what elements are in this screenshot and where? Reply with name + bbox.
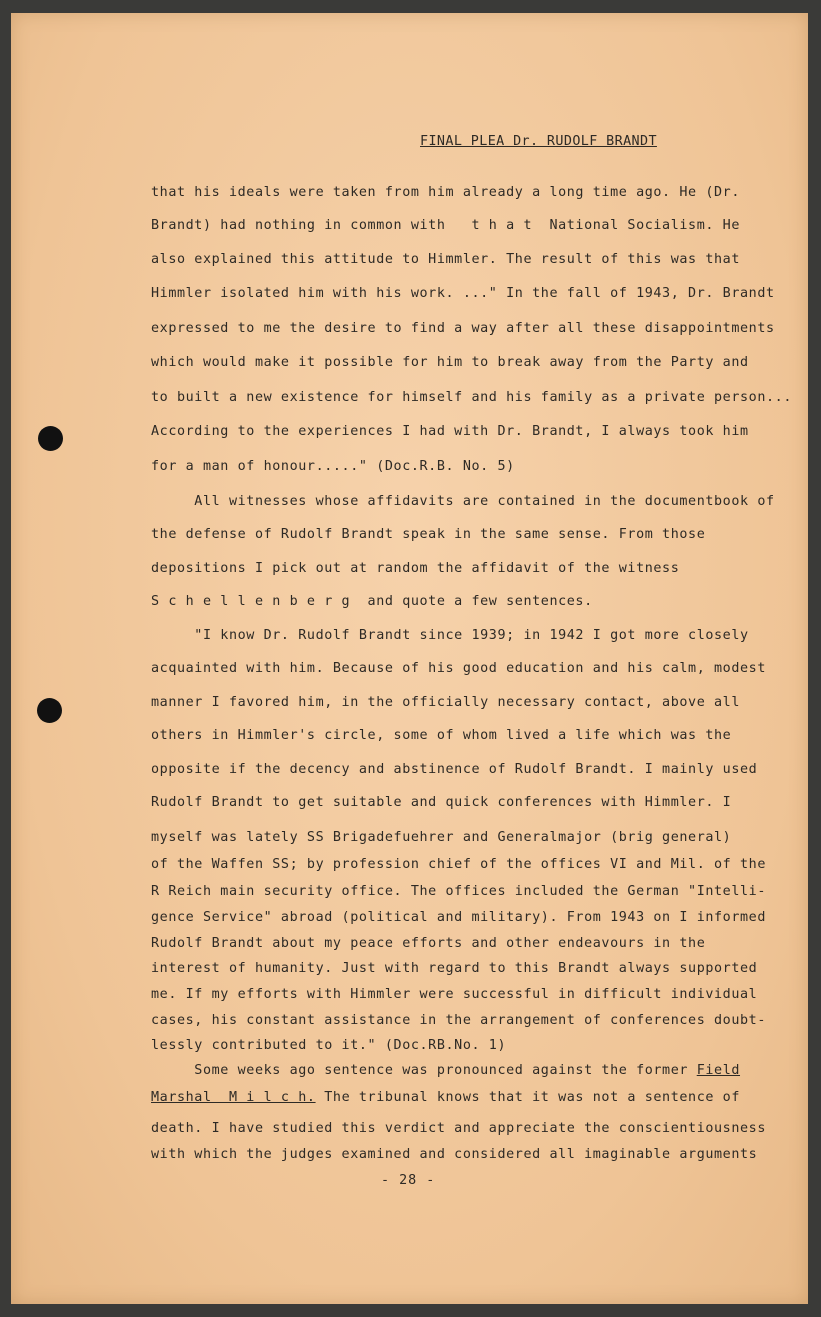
text-line (151, 1090, 740, 1105)
text-line: which would make it possible for him to break away from the Party and (151, 355, 749, 370)
punch-hole-top (38, 426, 63, 451)
text-line: expressed to me the desire to find a way after all these disappointments (151, 321, 775, 336)
text-line: also explained this attitude to Himmler. The result of this was that (151, 252, 741, 267)
text-line: cases, his constant assistance in the arrangement of conferences doubt- (151, 1013, 766, 1028)
underlined-word: Field (696, 1063, 741, 1078)
text-line: Himmler isolated him with his work. ..." In the fall of 1943, Dr. Brandt (151, 286, 775, 301)
text-line: Rudolf Brandt to get suitable and quick conferences with Himmler. I (151, 795, 732, 810)
text-line: death. I have studied this verdict and appreciate the conscientiousness (151, 1121, 766, 1136)
text-line: of the Waffen SS; by profession chief of the offices VI and Mil. of the (151, 857, 766, 872)
text-line: "I know Dr. Rudolf Brandt since 1939; in 1942 I got more closely (151, 628, 749, 643)
underlined-name: Marshal M i l c h. (151, 1090, 316, 1105)
document-page (11, 13, 808, 1304)
page-header: FINAL PLEA Dr. RUDOLF BRANDT (420, 134, 657, 149)
text-line: acquainted with him. Because of his good education and his calm, modest (151, 661, 766, 676)
text-line: Some weeks ago sentence was pronounced against the former Field (151, 1063, 741, 1078)
text-line: that his ideals were taken from him already a long time ago. He (Dr. (151, 185, 741, 200)
text-line: for a man of honour....." (Doc.R.B. No. 5) (151, 459, 515, 474)
text-line: R Reich main security office. The offices included the German "Intelli- (151, 884, 766, 899)
text-line: Rudolf Brandt about my peace efforts and other endeavours in the (151, 936, 706, 951)
text-line: to built a new existence for himself and his family as a private person... (151, 390, 792, 405)
text-line: others in Himmler's circle, some of whom lived a life which was the (151, 728, 732, 743)
text-line: manner I favored him, in the officially necessary contact, above all (151, 695, 741, 710)
page-number: - 28 - (381, 1173, 436, 1188)
text-line: lessly contributed to it." (Doc.RB.No. 1) (151, 1038, 507, 1053)
punch-hole-bottom (37, 698, 62, 723)
text-line: opposite if the decency and abstinence of Rudolf Brandt. I mainly used (151, 762, 758, 777)
text-fragment: The tribunal knows that it was not a sentence of (315, 1090, 741, 1105)
text-line: interest of humanity. Just with regard to this Brandt always supported (151, 961, 758, 976)
text-line: gence Service" abroad (political and military). From 1943 on I informed (151, 910, 766, 925)
text-line: the defense of Rudolf Brandt speak in the same sense. From those (151, 527, 706, 542)
text-line: S c h e l l e n b e r g and quote a few sentences. (151, 594, 593, 609)
text-line: Brandt) had nothing in common with t h a t National Socialism. He (151, 218, 741, 233)
text-line: depositions I pick out at random the affidavit of the witness (151, 561, 680, 576)
text-line: All witnesses whose affidavits are contained in the documentbook of (151, 494, 775, 509)
text-line: me. If my efforts with Himmler were successful in difficult individual (151, 987, 758, 1002)
text-line: with which the judges examined and considered all imaginable arguments (151, 1147, 758, 1162)
text-line: myself was lately SS Brigadefuehrer and Generalmajor (brig general) (151, 830, 732, 845)
text-line: According to the experiences I had with Dr. Brandt, I always took him (151, 424, 749, 439)
